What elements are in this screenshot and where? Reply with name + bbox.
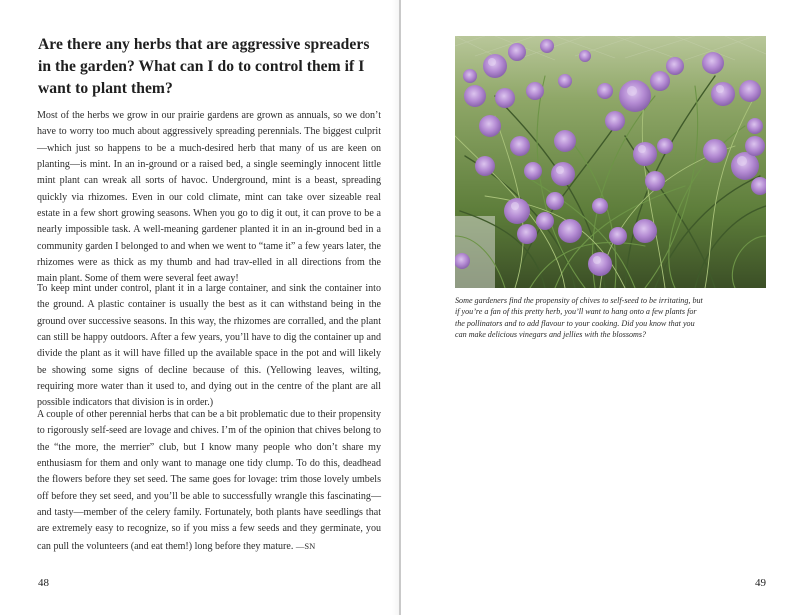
page-number-left: 48 — [38, 577, 49, 589]
paragraph-mint-intro: Most of the herbs we grow in our prairie gardens are grown as annuals, so we don’t have to worry too much about aggressively spreading perennials. The biggest culprit—which just so happens to be a much-desired herb that many of us are keen on planting—is mint. In an in-ground or a raised bed, a single seemingly innocent little mint plant can wreak all sorts of havoc. Underground, mint is a beast, spreading quickly via rhizomes. Even in our cold climate, mint can take over sizeable real estate in a few short growing seasons. When you go to dig it out, it can prove to be a nearly impossible task. A well-meaning gardener planted it in an in-ground bed in a community garden I belonged to and when we went to “tame it” a few years later, the rhizomes were as thick as my thumb and had trav-elled in all directions from the main plant. Some of them were several feet away! — [37, 110, 381, 285]
paragraph-lovage-chives-text: A couple of other perennial herbs that can be a bit problematic due to their propensity to rigorously self-seed are lovage and chives. I’m of the opinion that chives belong to the “the more, the merrier” club, but I know many people who don’t share my enthusiasm for them and only want to manage one tidy clump. To do this, deadhead the flowers before they set seed. The same goes for lovage: trim those lovely umbels off before they set seed, and you’ll be able to successfully wrangle this fascinating—and tasty—member of the celery family. Fortunately, both plants have seedlings that are extremely easy to recognize, so if you miss a few seeds and they germinate, you can pull the volunteers (and eat them!) long before they mature. — [37, 409, 381, 552]
question-heading: Are there any herbs that are aggressive spreaders in the garden? What can I do to control them if I want to plant them? — [38, 36, 370, 97]
photo-caption: Some gardeners find the propensity of chives to self-seed to be irritating, but if you’re a fan of this pretty herb, you’ll want to hang onto a few plants for the pollinators and to add flavour to your cooking. Did you know that you can make delicious vinegars and jellies with the blossoms? — [455, 296, 703, 339]
paragraph-lovage-chives — [37, 407, 381, 555]
paragraph-mint-container: To keep mint under control, plant it in a large container, and sink the container into the ground. A plastic container is usually the best as it can withstand being in the ground over successive seasons. In this way, the rhizomes are corralled, and the plant can still be happy outdoors. After a few years, you’ll have to dig the container up and divide the plant as it will have filled up the available space in the pot and will likely be showing some signs of decline because of this. (Yellowing leaves, wilting, requiring more water than it used to, and dying out in the centre of the plant are all possible indicators that division is in order.) — [37, 283, 381, 409]
chives-photo — [455, 36, 766, 288]
chives-photo-image — [455, 36, 766, 288]
author-signature: —SN — [295, 540, 316, 551]
page-number-right: 49 — [755, 577, 766, 589]
right-page — [401, 0, 800, 615]
gutter-shadow — [392, 0, 399, 615]
